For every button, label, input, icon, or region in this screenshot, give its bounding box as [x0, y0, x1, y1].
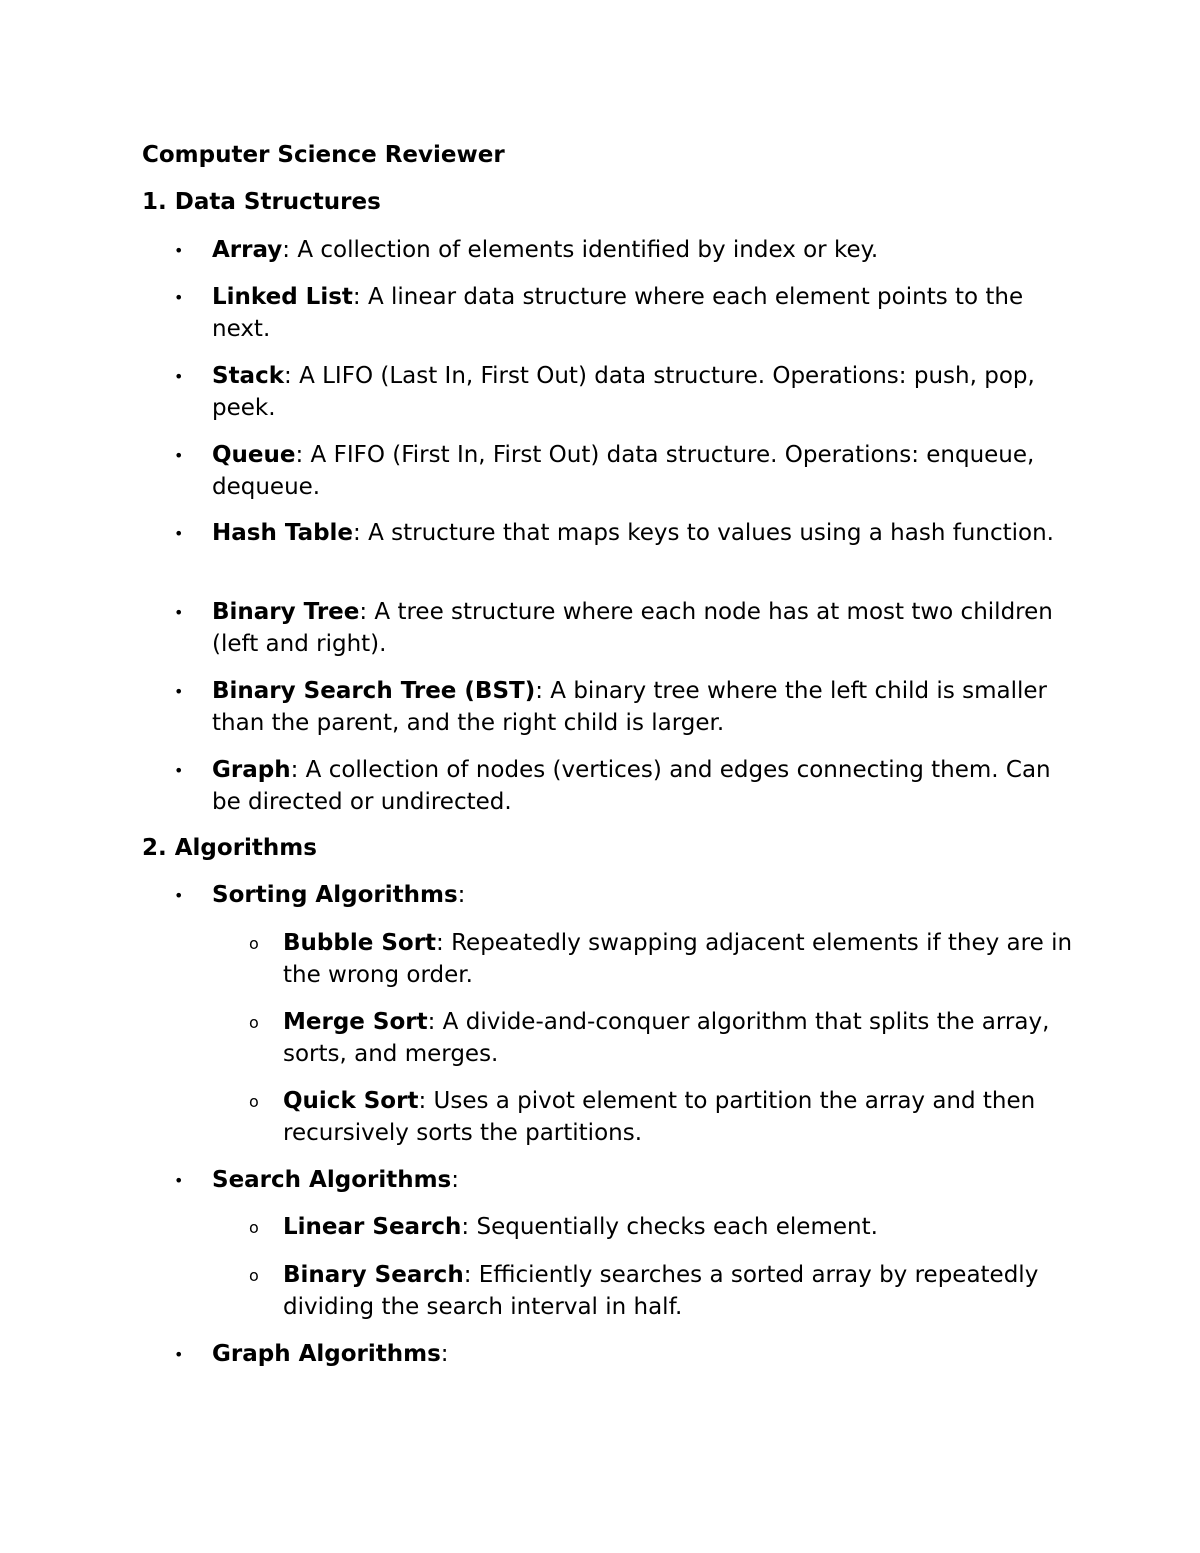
bullet-icon: • — [174, 886, 184, 905]
definition-text: : Uses a pivot element to partition the array and then recursively sorts the partitions. — [283, 1088, 1036, 1146]
term-label: Sorting Algorithms — [212, 882, 458, 908]
definition-text: : A collection of elements identified by index or key. — [282, 237, 879, 263]
bullet-icon: • — [174, 682, 184, 701]
list-item-array — [212, 235, 1072, 267]
definition-text: : A binary tree where the left child is smaller than the parent, and the right child is larger. — [212, 678, 1047, 736]
term-label: Binary Tree — [212, 599, 360, 625]
bullet-icon: • — [174, 524, 184, 543]
definition-text: : A FIFO (First In, First Out) data structure. Operations: enqueue, dequeue. — [212, 442, 1035, 500]
section-heading-algorithms: 2. Algorithms — [142, 835, 317, 861]
list-item-search-algorithms — [212, 1165, 1072, 1197]
term-label: Binary Search Tree (BST) — [212, 678, 536, 704]
sub-bullet-icon: o — [249, 1218, 259, 1237]
definition-text: : A structure that maps keys to values using a hash function. — [353, 520, 1054, 546]
term-label: Binary Search — [283, 1262, 464, 1288]
bullet-icon: • — [174, 241, 184, 260]
definition-text: : Repeatedly swapping adjacent elements if they are in the wrong order. — [283, 930, 1073, 988]
colon-text: : — [457, 882, 466, 908]
sub-item-bubble-sort — [283, 928, 1073, 991]
list-item-binary-tree — [212, 597, 1072, 660]
sub-bullet-icon: o — [249, 934, 259, 953]
term-label: Graph Algorithms — [212, 1341, 441, 1367]
bullet-icon: • — [174, 1345, 184, 1364]
term-label: Stack — [212, 363, 285, 389]
term-label: Quick Sort — [283, 1088, 419, 1114]
bullet-icon: • — [174, 761, 184, 780]
sub-bullet-icon: o — [249, 1092, 259, 1111]
colon-text: : — [451, 1167, 459, 1193]
definition-text: : A collection of nodes (vertices) and edges connecting them. Can be directed or undirected. — [212, 757, 1051, 815]
bullet-icon: • — [174, 446, 184, 465]
term-label: Linear Search — [283, 1214, 462, 1240]
bullet-icon: • — [174, 288, 184, 307]
sub-item-merge-sort — [283, 1007, 1073, 1070]
sub-item-linear-search — [283, 1212, 1073, 1244]
document-title: Computer Science Reviewer — [142, 142, 505, 168]
bullet-icon: • — [174, 1171, 184, 1190]
term-label: Search Algorithms — [212, 1167, 452, 1193]
term-label: Merge Sort — [283, 1009, 428, 1035]
bullet-icon: • — [174, 367, 184, 386]
sub-item-quick-sort — [283, 1086, 1073, 1149]
definition-text: : A divide-and-conquer algorithm that splits the array, sorts, and merges. — [283, 1009, 1050, 1067]
term-label: Bubble Sort — [283, 930, 437, 956]
sub-item-binary-search — [283, 1260, 1073, 1323]
term-label: Linked List — [212, 284, 353, 310]
list-item-graph — [212, 755, 1072, 818]
sub-bullet-icon: o — [249, 1013, 259, 1032]
definition-text: : A LIFO (Last In, First Out) data structure. Operations: push, pop, peek. — [212, 363, 1035, 421]
list-item-binary-search-tree — [212, 676, 1072, 739]
list-item-graph-algorithms — [212, 1339, 1072, 1371]
list-item-hash-table — [212, 518, 1072, 550]
term-label: Graph — [212, 757, 291, 783]
list-item-linked-list — [212, 282, 1072, 345]
list-item-sorting-algorithms — [212, 880, 1072, 912]
term-label: Queue — [212, 442, 296, 468]
list-item-stack — [212, 361, 1072, 424]
list-item-queue — [212, 440, 1072, 503]
colon-text: : — [440, 1341, 449, 1367]
definition-text: : A tree structure where each node has at most two children (left and right). — [212, 599, 1053, 657]
section-heading-data-structures: 1. Data Structures — [142, 189, 381, 215]
term-label: Array — [212, 237, 283, 263]
definition-text: : A linear data structure where each element points to the next. — [212, 284, 1024, 342]
term-label: Hash Table — [212, 520, 354, 546]
definition-text: : Sequentially checks each element. — [461, 1214, 878, 1240]
sub-bullet-icon: o — [249, 1266, 259, 1285]
bullet-icon: • — [174, 603, 184, 622]
definition-text: : Efficiently searches a sorted array by repeatedly dividing the search interval in half. — [283, 1262, 1039, 1320]
